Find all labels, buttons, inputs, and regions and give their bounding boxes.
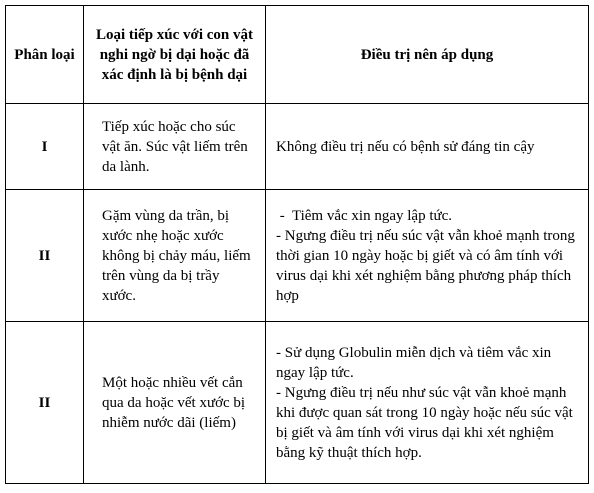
header-row xyxy=(6,6,589,104)
table-row xyxy=(6,190,589,322)
table-row xyxy=(6,104,589,190)
row-classification: I xyxy=(6,104,84,190)
treatment-line: - Tiêm vắc xin ngay lập tức. xyxy=(276,207,453,224)
table-row xyxy=(6,322,589,484)
header-treatment: Điều trị nên áp dụng xyxy=(266,6,589,104)
row-treatment xyxy=(266,322,589,484)
row-classification: II xyxy=(6,322,84,484)
row-treatment xyxy=(266,190,589,322)
row-contact-type: Một hoặc nhiều vết cắn qua da hoặc vết xước bị nhiễm nước dãi (liếm) xyxy=(84,322,266,484)
rabies-treatment-table xyxy=(5,5,589,484)
row-contact-type: Tiếp xúc hoặc cho súc vật ăn. Súc vật liếm trên da lành. xyxy=(84,104,266,190)
row-treatment xyxy=(266,104,589,190)
treatment-line: Không điều trị nếu có bệnh sử đáng tin cậy xyxy=(276,138,535,155)
treatment-line: - Ngưng điều trị nếu súc vật vẫn khoẻ mạnh trong thời gian 10 ngày hoặc bị giết và có âm tính với virus dại khi xét nghiệm bằng phương pháp thích hợp xyxy=(276,227,579,304)
row-contact-type: Gặm vùng da trần, bị xước nhẹ hoặc xước không bị chảy máu, liếm trên vùng da bị trầy xước. xyxy=(84,190,266,322)
header-classification: Phân loại xyxy=(6,6,84,104)
header-contact-type: Loại tiếp xúc với con vật nghi ngờ bị dại hoặc đã xác định là bị bệnh dại xyxy=(84,6,266,104)
treatment-line: - Ngưng điều trị nếu như súc vật vẫn khoẻ mạnh khi được quan sát trong 10 ngày hoặc nếu súc vật bị giết và âm tính với virus dại khi xét nghiệm bằng kỹ thuật thích hợp. xyxy=(276,384,577,461)
row-classification: II xyxy=(6,190,84,322)
treatment-line: - Sử dụng Globulin miễn dịch và tiêm vắc xin ngay lập tức. xyxy=(276,344,555,381)
